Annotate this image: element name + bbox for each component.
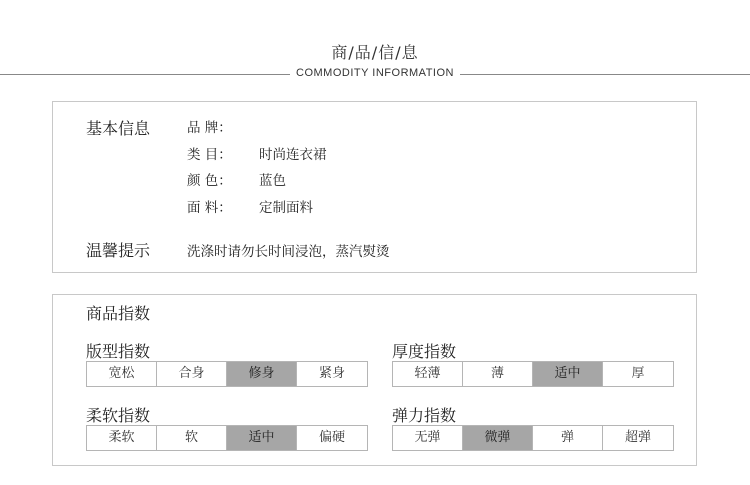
scale-option: 紧身 <box>318 366 345 381</box>
info-row-brand <box>187 116 259 136</box>
elasticity-index-title: 弹力指数 <box>392 406 457 425</box>
scale-option: 适中 <box>533 362 603 386</box>
thickness-index-scale <box>392 361 674 387</box>
info-row-fabric <box>187 196 313 216</box>
scale-option: 弹 <box>533 426 603 450</box>
info-label: 品 牌： <box>187 120 232 136</box>
scale-option: 柔软 <box>87 426 157 450</box>
info-row-category <box>187 143 327 163</box>
info-label: 面 料： <box>187 200 232 216</box>
page-subtitle: COMMODITY INFORMATION <box>0 67 750 79</box>
scale-option: 软 <box>157 426 227 450</box>
scale-option: 偏硬 <box>318 430 345 445</box>
softness-index-scale <box>86 425 368 451</box>
scale-option: 超弹 <box>624 430 651 445</box>
info-row-color <box>187 169 286 189</box>
page-title: 商/品/信/息 <box>331 43 419 62</box>
info-value: 定制面料 <box>259 200 313 216</box>
scale-option: 适中 <box>227 426 297 450</box>
scale-option: 修身 <box>227 362 297 386</box>
basic-info-heading: 基本信息 <box>86 119 151 138</box>
info-label: 类 目： <box>187 147 232 163</box>
product-index-heading: 商品指数 <box>86 304 151 323</box>
scale-option: 宽松 <box>87 362 157 386</box>
scale-option: 厚 <box>631 366 645 381</box>
scale-option: 无弹 <box>393 426 463 450</box>
scale-option: 合身 <box>157 362 227 386</box>
scale-option: 轻薄 <box>393 362 463 386</box>
tip-text: 洗涤时请勿长时间浸泡，蒸汽熨烫 <box>187 244 390 260</box>
info-value: 时尚连衣裙 <box>259 147 327 163</box>
scale-option: 薄 <box>463 362 533 386</box>
fit-index-scale <box>86 361 368 387</box>
info-label: 颜 色： <box>187 173 232 189</box>
info-value: 蓝色 <box>259 173 286 189</box>
elasticity-index-scale <box>392 425 674 451</box>
tip-heading: 温馨提示 <box>86 241 151 260</box>
softness-index-title: 柔软指数 <box>86 406 151 425</box>
fit-index-title: 版型指数 <box>86 342 151 361</box>
thickness-index-title: 厚度指数 <box>392 342 457 361</box>
scale-option: 微弹 <box>463 426 533 450</box>
